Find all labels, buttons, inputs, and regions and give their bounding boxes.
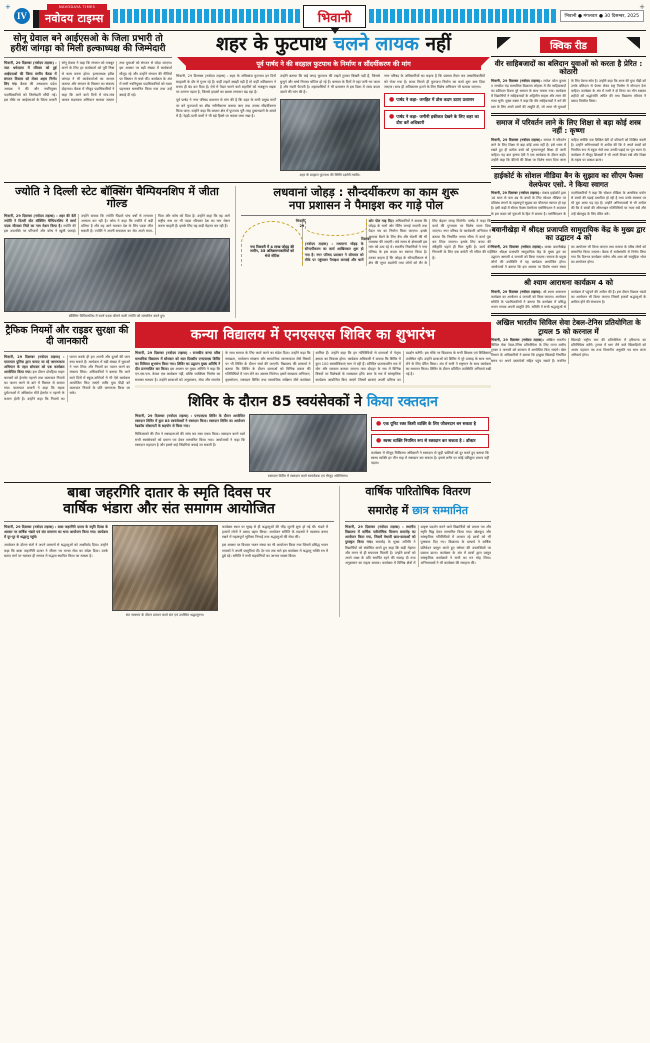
blood-donation-photo [249, 414, 367, 472]
bhandara-story[interactable] [4, 486, 334, 617]
bhandara-photo [112, 525, 218, 611]
nss-body-4: इस मौके पर विद्यालय के सभी शिक्षक एवं शिक्षिकाएं उपस्थित रहीं। उन्होंने छात्राओं को शिविर में पूरे उत्साह के साथ भाग लेने के लिए प्रेरित किया। अंत में सभी ने राष्ट्रगान के साथ कार्यक्रम का समापन किया। शिविर के दौरान प्रतिदिन उपस्थिति अनिवार्य रखी गई है। [405, 351, 491, 377]
quick-read-banner [491, 34, 646, 53]
main-body-1: भिवानी, 29 दिसम्बर (नवोदय टाइम्स) : शहर के अधिकांश फुटपाथ इन दिनों बदहाली के दौर से गुजर रहे हैं। कहीं टाइलें उखड़ी पड़ी हैं तो कहीं अतिक्रमण ने रास्ता ही बंद कर दिया है। ऐसे में पैदल चलने वाले राहगीरों को मजबूरन सड़क पर उतरना पड़ता है, जिससे हादसों का खतरा लगातार बढ़ रहा है। [176, 74, 276, 95]
divider [4, 351, 130, 352]
bhandara-body-2: आयोजन के दौरान संतों ने अपने प्रवचनों से श्रद्धालुओं को आशीर्वाद दिया। उन्होंने कहा कि बाबा जहरगिरि दातार ने जीवन भर मानव सेवा का संदेश दिया। उनके बताए मार्ग पर चलकर ही समाज में सद्भाव स्थापित किया जा सकता है। [4, 543, 108, 558]
blood-col-2 [249, 414, 367, 479]
item-headline: श्री श्याम आराधना कार्यक्रम 4 को [523, 278, 613, 288]
middle-band [4, 186, 491, 318]
item-byline: भिवानी, 29 दिसम्बर (नवोदय टाइम्स): [491, 244, 543, 249]
main-headline-part3: नहीं [418, 33, 451, 55]
logo-top-text: NAVODAYA TIMES [47, 4, 107, 10]
prize-body-2: समारोह के मुख्य अतिथि ने विद्यार्थियों को संबोधित करते हुए कहा कि कड़ी मेहनत और लगन से ही सफलता मिलती है। उन्होंने छात्रों को अपने लक्ष्य के प्रति समर्पित रहने की सलाह दी तथा अनुशासन का महत्व बताया। [345, 540, 416, 566]
crop-mark-right: + [639, 3, 645, 11]
boxing-body [4, 214, 230, 235]
blood-fact-1: एक यूनिट रक्त किसी व्यक्ति के लिए जीवनदान बन सकता है [383, 420, 476, 426]
main-headline [176, 34, 491, 55]
prize-headline-2b: छात्र सम्मानित [412, 503, 469, 517]
boxing-photo [4, 238, 230, 312]
nss-sub-body-3: कार्यक्रम में मौजूद चिकित्सा अधिकारी ने रक्तदान से जुड़ी भ्रांतियों को दूर करते हुए बताया कि स्वस्थ व्यक्ति हर तीन माह में रक्तदान कर सकता है। इससे शरीर पर कोई प्रतिकूल प्रभाव नहीं पड़ता। [371, 450, 489, 466]
main-body-4: नगर परिषद के अधिकारियों का कहना है कि प्रस्ताव तैयार कर उच्चाधिकारियों को भेजा गया है। बजट मिलते ही फुटपाथ निर्माण का कार्य शुरू करा दिया जाएगा। साथ ही अतिक्रमण हटाने के लिए विशेष अभियान भी चलाया जाएगा। [384, 74, 485, 89]
quick-read-title: क्विक रीड [540, 37, 597, 53]
prize-body-4: विद्यालय के प्राचार्य ने वार्षिक प्रतिवेदन प्रस्तुत करते हुए वर्षभर की उपलब्धियों पर प्रकाश डाला। कार्यक्रम के अंत में छात्रों द्वारा प्रस्तुत सांस्कृतिक कार्यक्रमों ने सभी का मन मोह लिया। अभिभावकों ने भी कार्यक्रम की सराहना की। [420, 540, 491, 566]
nss-story[interactable] [135, 322, 491, 478]
divider [491, 166, 646, 169]
logo-main-text: नवोदय टाइम्स [33, 10, 110, 28]
bhandara-photo-caption: संत समागम के दौरान प्रवचन करते संत एवं उपस्थित श्रद्धालुगण। [125, 612, 205, 617]
boxing-byline: भिवानी, 29 दिसम्बर (नवोदय टाइम्स) : शहर की बेटी ज्योति ने दिल्ली स्टेट बॉक्सिंग चैम्पियनशिप में स्वर्ण पदक जीतकर जिले का नाम रोशन किया है। [4, 213, 76, 229]
johad-headline-2: नपा प्रशासन ने पैमाइश कर गाड़े पोल [288, 197, 444, 212]
divider [4, 322, 130, 323]
bhandara-col-2 [112, 525, 218, 618]
bhandara-col-1 [4, 525, 108, 618]
edition-badge: IV [14, 8, 30, 24]
left-body-columns [4, 61, 172, 103]
traffic-story[interactable] [4, 322, 130, 478]
blood-fact-box-2 [371, 434, 489, 448]
quick-read-item[interactable] [491, 172, 646, 217]
left-headline: सोनू ग्रेवाल बने आईएसओ के जिला प्रभारी तो हरीश जांगड़ा को मिली हल्काध्यक्ष की जिम्मेदारी [10, 34, 166, 55]
main-lead-story[interactable] [176, 34, 491, 178]
nss-body-3: कार्यक्रम अधिकारी ने बताया कि शिविर में कुल 100 स्वयंसेविकाएं भाग ले रही हैं। प्रतिदिन प्रातःकालीन सत्र में योग और व्यायाम कराया जाएगा तथा दोपहर के सत्र में विभिन्न विषयों पर विशेषज्ञों के व्याख्यान होंगे। शाम के सत्र में सांस्कृतिक कार्यक्रम आयोजित किए जाएंगे जिसमें छात्राएं अपनी प्रतिभा का प्रदर्शन करेंगी। [315, 351, 424, 382]
prize-headline-2 [345, 499, 491, 518]
item-byline: भिवानी, 29 दिसम्बर (नवोदय टाइम्स): [491, 191, 541, 196]
nss-intro: भिवानी, 29 दिसम्बर (नवोदय टाइम्स) : राजकीय कन्या वरिष्ठ माध्यमिक विद्यालय में सोमवार को सात दिवसीय एनएसएस शिविर का विधिवत शुभारंभ किया गया। शिविर का उद्घाटन मुख्य अतिथि ने दीप प्रज्ज्वलित कर किया। [135, 351, 221, 372]
johad-byline: भिवानी, 29 दिसम्बर (नवोदय टाइम्स) : लधवानां जोहड़ के सौन्दर्यीकरण का कार्य आखिरकार शुरू हो गया है। नगर परिषद प्रशासन ने सोमवार को मौके पर पहुंचकर पैमाइश करवाई और चारों ओर पोल गाड़ दिए। [295, 218, 394, 262]
johad-body [241, 219, 491, 266]
nss-sub-banner [135, 391, 491, 411]
divider-band [135, 385, 491, 388]
bhandara-body-3: कार्यक्रम स्थल पर सुबह से ही श्रद्धालुओं की भीड़ जुटनी शुरू हो गई थी। भंडारे में हजारों लोगों ने प्रसाद ग्रहण किया। आयोजन समिति के सदस्यों ने व्यवस्था बनाए रखने में महत्वपूर्ण भूमिका निभाई तथा श्रद्धालुओं की सेवा की। [222, 524, 328, 540]
quick-read-item[interactable] [491, 60, 646, 110]
bhandara-body-4: इस अवसर पर विशाल भजन संध्या का भी आयोजन किया गया जिसमें प्रसिद्ध भजन गायकों ने अपनी प्रस्तुतियां दीं। देर रात तक चले इस कार्यक्रम में श्रद्धालु भक्ति रस में डूबे रहे। समिति ने सभी सहयोगियों का आभार व्यक्त किया। [222, 543, 328, 558]
prize-story[interactable] [339, 486, 491, 617]
section-rule [4, 182, 491, 183]
bottom-band [4, 486, 491, 617]
item-body: अखिल भारतीय सिविल सेवा टेबल-टेनिस प्रतियोगिता के लिए राज्य स्तरीय ट्रायल 5 जनवरी को करनाल में आयोजित किए जाएंगे। खेल विभाग के अधिकारियों ने बताया कि इच्छुक खिलाड़ी निर्धारित समय पर अपने दस्तावेजों सहित पहुंच सकते हैं। चयनित खिलाड़ी राष्ट्रीय स्तर की प्रतियोगिता में हरियाणा का प्रतिनिधित्व करेंगे। ट्रायल में भाग लेने वाले खिलाड़ियों को अपना पहचान पत्र तथा विभागीय अनुमति पत्र साथ लाना अनिवार्य होगा। [491, 338, 646, 363]
nss-sub-body-2: चिकित्सकों की टीम ने रक्तदाताओं की जांच कर रक्त एकत्र किया। रक्तदान करने वाले सभी स्वयंसेवकों को प्रमाण पत्र देकर सम्मानित किया गया। आयोजकों ने कहा कि रक्तदान महादान है और इससे कई जिंदगियां बचाई जा सकती हैं। [135, 432, 245, 447]
item-headline: हाईकोर्ट के सोशल मीडिया बैन के सुझाव का सीएम फैक्स वेलफेयर एसो. ने किया स्वागत [493, 171, 644, 189]
decorative-bar-right [369, 9, 556, 23]
left-lead-story[interactable] [4, 34, 172, 178]
highlight-box-2-text: पार्षद ने कहा- जमीनी हकीकत देखने के लिए शहर का दौरा करें अधिकारी [396, 114, 479, 125]
item-headline: अखिल भारतीय सिविल सेवा टेबल-टेनिस प्रतियोगिता के ट्रायल 5 को करनाल में [496, 318, 641, 336]
prize-headline-2a: समारोह में [367, 503, 413, 517]
item-headline: बवानीखेड़ा में श्रीदक्ष प्रजापति सामुदायिक केंद्र के मुख्य द्वार का उद्घाटन 4 को [491, 224, 646, 243]
nss-band [4, 322, 491, 478]
item-headline: वीर साहिबजादों का बलिदान युवाओं को करता है प्रेरित : कोठारी [494, 59, 643, 77]
quick-read-item[interactable] [491, 119, 646, 164]
johad-story[interactable] [235, 186, 491, 318]
lead-photo [280, 99, 380, 171]
nss-body-2: विद्यालय की प्राचार्या ने बताया कि शिविर के दौरान छात्राओं को विभिन्न प्रकार की गतिविधियों में भाग लेने का अवसर मिलेगा। इसमें स्वच्छता अभियान, वृक्षारोपण, रक्तदान शिविर तथा सामाजिक सर्वेक्षण जैसे कार्यक्रम शामिल हैं। उन्होंने कहा कि इन गतिविधियों से छात्राओं में नेतृत्व क्षमता का विकास होगा। [225, 351, 401, 382]
item-body: श्री श्याम आराधना कार्यक्रम का आयोजन 4 जनवरी को किया जाएगा। आयोजन समिति के पदाधिकारियों ने बताया कि कार्यक्रम में प्रसिद्ध भजन गायक अपनी प्रस्तुति देंगे। समिति ने सभी श्रद्धालुओं से कार्यक्रम में पहुंचने की अपील की है। इस दौरान विशाल भंडारे का आयोजन भी किया जाएगा जिसमें हजारों श्रद्धालुओं के शामिल होने की संभावना है। [491, 289, 646, 309]
nss-intro-columns [135, 351, 491, 383]
traffic-body-text: इस दौरान दोपहिया वाहन चालकों को हेलमेट पहनने तथा यातायात नियमों का पालन करने के बारे में विस्तार से बताया गया। यातायात प्रभारी ने कहा कि सड़क दुर्घटनाओं में अधिकांश मौतें हेलमेट न पहनने के कारण होती हैं। उन्होंने कहा कि नियमों का पालन करके ही हम अपनी और दूसरों की जान बचा सकते हैं। कार्यक्रम में बड़ी संख्या में युवाओं ने भाग लिया और नियमों का पालन करने का संकल्प लिया। अधिकारियों ने बताया कि आने वाले दिनों में स्कूल-कॉलेजों में भी ऐसे कार्यक्रम आयोजित किए जाएंगे ताकि युवा पीढ़ी को यातायात नियमों के प्रति जागरूक किया जा सके। [4, 354, 130, 401]
highlight-box-1 [384, 93, 485, 107]
traffic-headline: ट्रैफिक नियमों और राइडर सुरक्षा की दी जानकारी [5, 325, 129, 348]
quick-read-item[interactable] [491, 319, 646, 364]
main-body-2: पूर्व पार्षद ने नगर परिषद प्रशासन से मांग की है कि शहर के सभी प्रमुख मार्गों पर बने फुटपाथों का शीघ्र नवीनीकरण कराया जाए तथा उनका सौंदर्यीकरण किया जाए। उन्होंने कहा कि बाजार क्षेत्र में फुटपाथ पूरी तरह दुकानदारों के कब्जे में हैं। रेहड़ी-पटरी वालों ने भी बड़े हिस्से पर कब्जा जमा रखा है। [176, 98, 276, 119]
divider [491, 273, 646, 276]
divider [491, 220, 646, 223]
highlight-box-2 [384, 110, 485, 129]
main-headline-part1: शहर के फुटपाथ [216, 33, 334, 55]
prize-headline-1: वार्षिक पारितोषिक वितरण [365, 485, 471, 499]
blood-col-1 [135, 414, 245, 479]
blood-fact-box-1 [371, 417, 489, 431]
crop-mark-left: + [5, 3, 11, 11]
prize-body-3: कार्यक्रम में विभिन्न क्षेत्रों में उत्कृष्ट प्रदर्शन करने वाले विद्यार्थियों को प्रमाण पत्र और स्मृति चिह्न देकर सम्मानित किया गया। खेलकूद और सांस्कृतिक गतिविधियों में अव्वल रहे छात्रों को भी पुरस्कार दिए गए। [382, 524, 491, 566]
nss-blood-body [135, 414, 491, 479]
main-col-1 [176, 74, 276, 178]
quick-read-item[interactable] [491, 279, 646, 310]
bullet-icon: ● [389, 96, 395, 104]
left-byline: भिवानी, 29 दिसम्बर (नवोदय टाइम्स) : जाट धर्मशाला में रविवार को हुई आईएसओ की जिला स्तरीय बैठक में संगठन विस्तार को लेकर अहम निर्णय लिए गए। [4, 61, 57, 87]
divider [491, 313, 646, 316]
item-body: कस्बा बवानीखेड़ा स्थित श्रीदक्ष प्रजापति सामुदायिक केंद्र के मुख्य द्वार का उद्घाटन आगामी 4 जनवरी को किया जाएगा। समाज के प्रमुख लोगों की उपस्थिति में यह कार्यक्रम आयोजित होगा। आयोजकों ने बताया कि इस अवसर पर विशेष भजन संध्या का आयोजन भी किया जाएगा तथा समाज के वरिष्ठ लोगों को सम्मानित किया जाएगा। बैठक में सर्वसम्मति से निर्णय लिया गया कि दिनभर कार्यक्रम चलेगा और शाम को सामूहिक भोज का आयोजन होगा। [491, 244, 646, 270]
nss-sub-byline: भिवानी, 29 दिसम्बर (नवोदय टाइम्स) : एनएसएस शिविर के दौरान आयोजित रक्तदान शिविर में कुल 85 स्वयंसेवकों ने रक्तदान किया। रक्तदान शिविर का आयोजन रेडक्रॉस सोसायटी के सहयोग से किया गया। [135, 413, 245, 429]
section-rule [4, 482, 491, 483]
item-byline: भिवानी, 29 दिसम्बर (नवोदय टाइम्स): [491, 338, 545, 343]
blood-fact-2: स्वस्थ व्यक्ति नियमित रूप से रक्तदान कर सकता है : डॉक्टर [383, 437, 476, 443]
bhandara-headline-1: बाबा जहरगिरि दातार के स्मृति दिवस पर [67, 485, 271, 502]
item-byline: भिवानी, 29 दिसम्बर (नवोदय टाइम्स): [491, 289, 542, 294]
boxing-body-2: ज्योति की इस उपलब्धि पर परिजनों और कोच ने खुशी जताई। उन्होंने बताया कि ज्योति पिछले पांच वर्षों से लगातार अभ्यास कर रही है। कोच ने कहा कि ज्योति में बड़ी प्रतिभा है और वह आगे चलकर देश के लिए पदक जीत सकती है। [4, 213, 153, 234]
boxing-body-3: ज्योति ने अपनी सफलता का श्रेय अपने माता-पिता और कोच को दिया है। उन्होंने कहा कि वह आगे राष्ट्रीय स्तर पर भी पदक जीतकर देश का नाम रोशन करना चाहती हैं। इसके लिए वह कड़ी मेहनत कर रही हैं। [94, 213, 230, 234]
masthead [4, 0, 646, 30]
divider [241, 215, 491, 216]
main-headline-part2: चलने लायक [333, 33, 419, 55]
quick-read-sidebar [491, 34, 646, 367]
main-story-body [176, 74, 491, 178]
nss-sub-banner-part1: शिविर के दौरान 85 स्वयंसेवकों ने [188, 393, 367, 410]
city-edition-tab[interactable] [303, 5, 367, 28]
bhandara-headline-2: वार्षिक भंडारा और संत समागम आयोजित [63, 501, 275, 518]
divider [4, 57, 172, 58]
item-byline: भिवानी, 29 दिसम्बर (नवोदय टाइम्स): [491, 78, 542, 83]
johad-body-3: स्थानीय निवासियों ने नगर परिषद के इस कदम का स्वागत किया है। उनका कहना है कि जोहड़ के सौन्दर्यीकरण से क्षेत्र की सूरत बदलेगी तथा लोगों को सैर के लिए बेहतर जगह मिलेगी। पार्षद ने कहा कि कार्य की गुणवत्ता पर विशेष ध्यान दिया जाएगा। [368, 218, 491, 265]
johad-pull-quote: नपा रिकवरी में 4 लाख जोहड़ की जमीन, 35 अतिक्रमणकारियों को भेजे नोटिस [241, 219, 367, 266]
bhandara-col-3 [222, 525, 328, 618]
nss-sub-banner-part2: किया रक्तदान [366, 393, 438, 410]
item-body: पंजाब हाईकोर्ट द्वारा 16 साल से कम उम्र के बच्चों के लिए सोशल मीडिया पर प्रतिबंध लगाने के महत्वपूर्ण सुझाव का चौतरफा स्वागत हो रहा है। इसी कड़ी में सीएम फैक्स वेलफेयर एसोसिएशन ने अदालत के इस कदम को युवाओं के हित में बताया है। एसोसिएशन के पदाधिकारियों ने कहा कि सोशल मीडिया के अत्यधिक प्रयोग से बच्चों की पढ़ाई प्रभावित हो रही है तथा उनके स्वास्थ्य पर भी बुरा असर पड़ रहा है। उन्होंने अभिभावकों से भी अपील की कि वे बच्चों की ऑनलाइन गतिविधियों पर नजर रखें और उन्हें खेलकूद के लिए प्रेरित करें। [491, 191, 646, 216]
johad-body-4: नगर परिषद के कार्यकारी अभियंता ने बताया कि निर्धारित समय सीमा में कार्य पूरा कर लिया जाएगा। इसके लिए बजट की स्वीकृति पहले ही मिल चुकी है। कार्य की निगरानी के लिए एक कमेटी भी गठित की गई है। [432, 229, 491, 260]
boxing-photo-caption: बॉक्सिंग चैम्पियनशिप में स्वर्ण पदक जीतने वाली ज्योति को सम्मानित करते हुए। [68, 313, 166, 318]
quick-read-item[interactable] [491, 226, 646, 271]
item-headline: समाज में परिवर्तन लाने के लिए शिक्षा से बड़ा कोई शस्त्र नहीं : कृष्णा [496, 117, 641, 136]
traffic-byline: भिवानी, 29 दिसम्बर (नवोदय टाइम्स) : यातायात पुलिस द्वारा चलाए जा रहे जागरूकता अभियान के तहत सोमवार को एक कार्यक्रम आयोजित किया गया। [4, 354, 65, 375]
masthead-rule [4, 30, 646, 31]
dateline: भिवानी ● मंगलवार ● 30 दिसम्बर, 2025 [560, 10, 644, 22]
bullet-icon: ● [376, 436, 382, 444]
prize-body [345, 525, 491, 567]
bullet-icon: ● [376, 419, 382, 427]
nss-body-1: इस अवसर पर मुख्य अतिथि ने कहा कि एन.एस.एस. केवल एक कार्यक्रम नहीं, बल्कि व्यक्तित्व निर्माण का सशक्त माध्यम है। उन्होंने छात्राओं को अनुशासन, सेवा और समर्पण के साथ समाज के लिए कार्य करने का संदेश दिया। उन्होंने कहा कि स्वच्छता, पर्यावरण संरक्षण और सामाजिक जागरूकता जैसे विषयों पर भी शिविर के दौरान चर्चा की जाएगी। [135, 351, 311, 382]
item-body: राजेश पटेल कुमार व जगदीश चंद्र माध्यमिक विद्यालय लोहारू में वीर साहिबजादों का बलिदान दिवस पूरे सम्मान के साथ मनाया गया। कार्यक्रम में विद्यार्थियों ने साहिबजादों के अद्वितीय साहस और त्याग की गाथा सुनी। मुख्य वक्ता ने कहा कि वीर साहिबजादों ने धर्म की रक्षा के लिए अपने प्राणों की आहुति दी, जो आज भी युवाओं के लिए प्रेरणा स्रोत है। उन्होंने कहा कि आज की युवा पीढ़ी को उनके बलिदान से प्रेरणा लेकर राष्ट्र निर्माण में योगदान देना चाहिए। कार्यक्रम के अंत में सभी ने दो मिनट का मौन रखकर शहीदों को श्रद्धांजलि अर्पित की तथा विद्यालय परिवार ने प्रसाद वितरित किया। [491, 78, 646, 109]
left-body: बैठक की अध्यक्षता प्रदेश अध्यक्ष ने की और नवनियुक्त पदाधिकारियों को जिम्मेदारी सौंपी गई। इस मौके पर आईएसओ के जिला प्रभारी सोनू ग्रेवाल ने कहा कि संगठन को मजबूत करने के लिए हर कार्यकर्ता को पूरी निष्ठा से काम करना होगा। हल्काध्यक्ष हरीश जांगड़ा ने भी कार्यकर्ताओं का आभार जताया और संगठन के विस्तार का संकल्प दोहराया। बैठक में मौजूद पदाधिकारियों ने कहा कि आने वाले दिनों में गांव-गांव जाकर सदस्यता अभियान चलाया जाएगा तथा युवाओं को संगठन से जोड़ा जाएगा। इस अवसर पर बड़ी संख्या में कार्यकर्ता मौजूद रहे और उन्होंने संगठन की नीतियों पर विस्तार से चर्चा की। कार्यक्रम के अंत में सभी नवनियुक्त पदाधिकारियों को माला पहनाकर सम्मानित किया गया तथा उन्हें बधाई दी गई। [4, 61, 172, 102]
nss-banner: कन्या विद्यालय में एनएसएस शिविर का शुभारंभ [135, 322, 491, 348]
decorative-bar-left [113, 9, 300, 23]
main-col-3 [384, 74, 485, 178]
main-col-2 [280, 74, 380, 178]
johad-headline-1: लधवानां जोहड़ : सौन्दर्यीकरण का काम शुरू [273, 185, 459, 200]
johad-body-2: अधिकारियों ने बताया कि जोहड़ के चारों ओर रेलिंग लगाई जाएगी तथा पैदल पथ का निर्माण किया जाएगा। इसके अलावा बैठने के लिए बेंच और रोशनी की भी व्यवस्था की जाएगी। लंबे समय से क्षेत्रवासी इस मांग को उठा रहे थे। [368, 218, 428, 250]
bullet-icon: ● [389, 113, 395, 121]
blood-col-3 [371, 414, 489, 479]
highlight-box-1-text: पार्षद ने कहा- जनहित में ठोस कदम उठाए प्रशासन [396, 97, 475, 103]
divider [491, 113, 646, 116]
lead-photo-caption: शहर के बदहाल फुटपाथ की स्थिति दर्शाती तस्वीर। [299, 173, 361, 178]
divider [491, 56, 646, 57]
divider [345, 521, 491, 522]
bhandara-body [4, 525, 334, 618]
main-body-3: उन्होंने बताया कि कई जगह फुटपाथ की टाइलें टूटकर बिखरी पड़ी हैं, जिससे बुजुर्ग और बच्चे गिरकर चोटिल हो रहे हैं। बरसात के दिनों में यहां पानी भर जाता है और गंदगी फैलती है। शहरवासियों ने भी प्रशासन से इस दिशा में जल्द कदम उठाने की मांग की है। [280, 74, 380, 95]
newspaper-logo[interactable] [33, 4, 110, 28]
boxing-story[interactable] [4, 186, 230, 318]
boxing-headline: ज्योति ने दिल्ली स्टेट बॉक्सिंग चैम्पियनशिप में जीता गोल्ड [15, 185, 219, 211]
item-body: समाज में परिवर्तन लाने के लिए शिक्षा से बड़ा कोई शस्त्र नहीं है। इसे ध्यान में रखते हुए ही प्रत्येक बच्चे को गुणवत्तापूर्ण शिक्षा दी जानी चाहिए। यह बात कृष्णा देवी ने एक कार्यक्रम के दौरान कही। उन्होंने कहा कि बेटियों की शिक्षा पर विशेष ध्यान दिया जाना चाहिए क्योंकि एक शिक्षित बेटी दो परिवारों को शिक्षित करती है। उन्होंने अभिभावकों से अपील की कि वे अपने बच्चों को नियमित रूप से स्कूल भेजें तथा उनकी पढ़ाई पर पूरा ध्यान दें। कार्यक्रम में मौजूद शिक्षकों ने भी अपने विचार रखे और शिक्षा के महत्व पर प्रकाश डाला। [491, 137, 646, 163]
bhandara-byline: भिवानी, 29 दिसम्बर (नवोदय टाइम्स) : बाबा जहरगिरि दातार के स्मृति दिवस के अवसर पर वार्षिक भंडारे एवं संत समागम का भव्य आयोजन किया गया। कार्यक्रम में दूर-दूर से श्रद्धालु पहुंचे। [4, 524, 108, 540]
prize-byline: भिवानी, 29 दिसम्बर (नवोदय टाइम्स) : स्थानीय विद्यालय में वार्षिक पारितोषिक वितरण समारोह का आयोजन किया गया, जिसमें मेधावी छात्र-छात्राओं को पुरस्कृत किया गया। [345, 524, 416, 545]
item-byline: भिवानी, 29 दिसम्बर (नवोदय टाइम्स): [491, 137, 542, 142]
traffic-body [4, 355, 130, 402]
main-subhead-banner: पूर्व पार्षद ने की बदहाल फुटपाथ के निर्माण व सौंदर्यीकरण की मांग [186, 57, 481, 70]
blood-photo-caption: रक्तदान शिविर में रक्तदान करते स्वयंसेवक एवं मौजूद अतिथिगण। [267, 473, 349, 478]
city-edition-label: भिवानी [317, 10, 352, 26]
divider [4, 521, 334, 522]
